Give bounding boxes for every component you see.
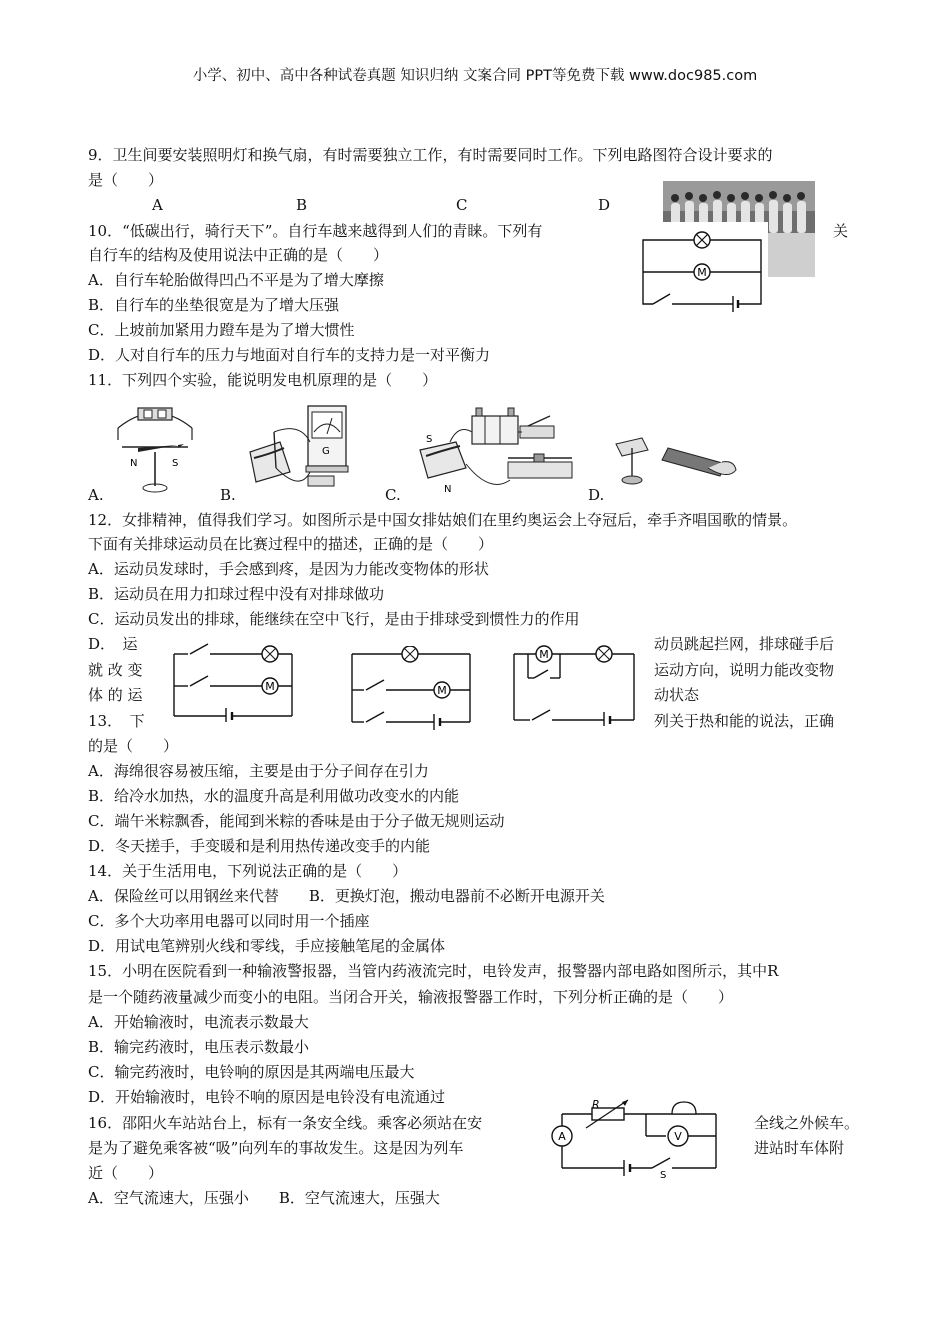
lamp-icon	[596, 646, 612, 662]
q9-circuit-b	[346, 646, 476, 730]
q13-option-b: B．给冷水加热，水的温度升高是利用做功改变水的内能	[88, 787, 460, 805]
q9-stem-line2: 是（ ）	[88, 171, 164, 189]
lamp-icon	[402, 646, 418, 662]
switch-s-label: S	[660, 1170, 667, 1178]
q11-label-a: A.	[88, 486, 104, 504]
q15-stem-line1: 15．小明在医院看到一种输液警报器，当管内药液流完时，电铃发声，报警器内部电路如图所示，其中R	[88, 962, 779, 980]
compass-n-label: N	[130, 458, 138, 469]
q14-stem: 14．关于生活用电，下列说法正确的是（ ）	[88, 862, 408, 880]
q12-option-d-right1: 动员跳起拦网，排球碰手后	[654, 635, 835, 653]
q15-option-d: D．开始输液时，电铃不响的原因是电铃没有电流通过	[88, 1088, 446, 1106]
q14-option-c: C．多个大功率用电器可以同时用一个插座	[88, 912, 370, 930]
q9-stem-line1: 9．卫生间要安装照明灯和换气扇，有时需要独立工作，有时需要同时工作。下列电路图符合设计要求的	[88, 146, 773, 164]
q9-label-d: D	[598, 196, 611, 214]
q11-figure-a	[108, 400, 203, 495]
q16-stem-line1-left: 16．邵阳火车站站台上，标有一条安全线。乘客必须站在安	[88, 1114, 483, 1132]
q12-option-c: C．运动员发出的排球，能继续在空中飞行，是由于排球受到惯性力的作用	[88, 610, 580, 628]
q12-option-a: A．运动员发球时，手会感到疼，是因为力能改变物体的形状	[88, 560, 489, 578]
lamp-icon	[262, 646, 278, 662]
compass-s-label: S	[172, 458, 179, 469]
q12-option-d-right2: 运动方向，说明力能改变物	[654, 661, 835, 679]
magnet-s-label: S	[426, 434, 433, 445]
q15-option-c: C．输完药液时，电铃响的原因是其两端电压最大	[88, 1063, 415, 1081]
q13-stem-right: 列关于热和能的说法，正确	[654, 712, 835, 730]
q15-circuit-figure	[548, 1098, 748, 1178]
q9-label-c: C	[456, 196, 468, 214]
ammeter-label: A	[558, 1130, 566, 1143]
lamp-icon	[694, 232, 710, 248]
q12-option-d-left3: 体 的 运	[88, 686, 143, 704]
q15-option-b: B．输完药液时，电压表示数最小	[88, 1038, 310, 1056]
q16-options: A．空气流速大，压强小 B．空气流速大，压强大	[88, 1189, 440, 1207]
q9-circuit-a	[168, 640, 298, 722]
q12-option-d-left1: D． 运	[88, 635, 138, 653]
q10-stem-line2: 自行车的结构及使用说法中正确的是（ ）	[88, 246, 389, 264]
q10-option-a: A．自行车轮胎做得凹凸不平是为了增大摩擦	[88, 271, 384, 289]
q9-label-a: A	[152, 196, 163, 214]
q15-stem-line2: 是一个随药液量减少而变小的电阻。当闭合开关，输液报警器工作时，下列分析正确的是（ ）	[88, 988, 734, 1006]
q10-stem-line1: 10．“低碳出行，骑行天下”。自行车越来越得到人们的青睐。下列有	[88, 222, 543, 240]
q13-stem-left: 13． 下	[88, 712, 145, 730]
q11-figure-d	[608, 430, 743, 495]
q14-option-d: D．用试电笔辨别火线和零线，手应接触笔尾的金属体	[88, 937, 446, 955]
voltmeter-label: V	[674, 1130, 682, 1143]
q9-label-b: B	[296, 196, 308, 214]
motor-symbol: M	[539, 648, 549, 661]
q9-circuit-c	[508, 642, 640, 726]
q15-option-a: A．开始输液时，电流表示数最大	[88, 1013, 309, 1031]
q11-stem: 11．下列四个实验，能说明发电机原理的是（ ）	[88, 371, 438, 389]
q10-option-b: B．自行车的坐垫很宽是为了增大压强	[88, 296, 340, 314]
galvanometer-label: G	[322, 446, 330, 457]
q10-option-d: D．人对自行车的压力与地面对自行车的支持力是一对平衡力	[88, 346, 491, 364]
motor-symbol: M	[697, 266, 707, 279]
q13-stem-line2: 的是（ ）	[88, 737, 179, 755]
q13-option-d: D．冬天搓手，手变暖和是利用热传递改变手的内能	[88, 837, 431, 855]
q13-option-c: C．端午米粽飘香，能闻到米粽的香味是由于分子做无规则运动	[88, 812, 505, 830]
q16-stem-line2-left: 是为了避免乘客被“吸”向列车的事故发生。这是因为列车	[88, 1139, 464, 1157]
motor-symbol: M	[265, 680, 275, 693]
q12-option-d-right3: 动状态	[654, 686, 700, 704]
q11-figure-c	[410, 402, 585, 497]
q9-circuit-figure	[638, 222, 768, 320]
q16-stem-line3: 近（ ）	[88, 1164, 164, 1182]
page-header: 小学、初中、高中各种试卷真题 知识归纳 文案合同 PPT等免费下载 www.doc985.com	[192, 68, 758, 84]
motor-symbol: M	[437, 684, 447, 697]
q11-label-b: B.	[220, 486, 236, 504]
q12-option-d-left2: 就 改 变	[88, 661, 143, 679]
magnet-n-label: N	[444, 484, 452, 495]
q11-label-c: C.	[385, 486, 401, 504]
q12-stem-line1: 12．女排精神，值得我们学习。如图所示是中国女排姑娘们在里约奥运会上夺冠后，牵手齐唱国歌的情景。	[88, 511, 798, 529]
bell-icon	[672, 1102, 696, 1114]
q16-stem-line2-right: 进站时车体附	[754, 1139, 845, 1157]
q10-option-c: C．上坡前加紧用力蹬车是为了增大惯性	[88, 321, 355, 339]
q12-stem-line2: 下面有关排球运动员在比赛过程中的描述，正确的是（ ）	[88, 535, 494, 553]
q10-stem-tail: 关	[833, 222, 849, 240]
resistor-r-label: R	[592, 1098, 600, 1111]
q12-option-b: B．运动员在用力扣球过程中没有对排球做功	[88, 585, 385, 603]
q16-stem-line1-right: 全线之外候车。	[754, 1114, 860, 1132]
q14-option-ab: A．保险丝可以用钢丝来代替 B．更换灯泡，搬动电器前不必断开电源开关	[88, 887, 605, 905]
q11-label-d: D.	[588, 486, 605, 504]
q11-figure-b	[240, 402, 360, 497]
q13-option-a: A．海绵很容易被压缩，主要是由于分子间存在引力	[88, 762, 429, 780]
